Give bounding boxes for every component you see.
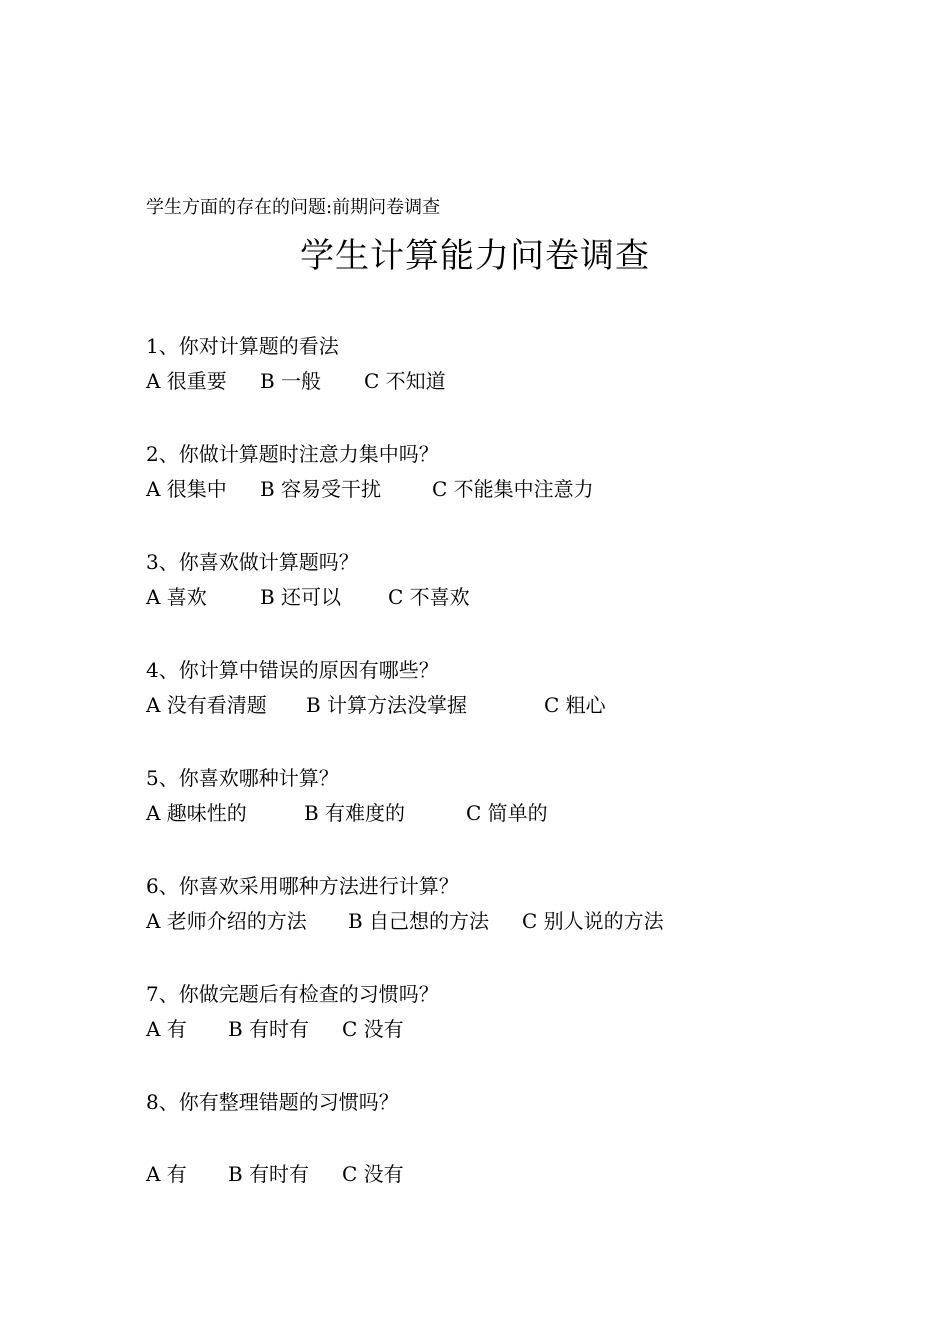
question-7-option-b: B 有时有 [228,1017,310,1041]
question-2: 2、你做计算题时注意力集中吗？ [146,442,439,466]
question-7: 7、你做完题后有检查的习惯吗？ [146,982,439,1006]
question-2-option-b: B 容易受干扰 [260,477,382,501]
question-2-option-a: A 很集中 [146,477,227,501]
question-8: 8、你有整理错题的习惯吗？ [146,1090,399,1114]
page-title: 学生计算能力问卷调查 [300,236,650,276]
question-3-option-c: C 不喜欢 [388,585,470,609]
question-1: 1、你对计算题的看法 [146,334,339,358]
document-subtitle: 学生方面的存在的问题:前期问卷调查 [146,197,441,218]
question-8-option-a: A 有 [146,1162,187,1186]
question-1-option-a: A 很重要 [146,369,227,393]
question-6: 6、你喜欢采用哪种方法进行计算？ [146,874,459,898]
question-1-option-c: C 不知道 [364,369,446,393]
question-7-option-c: C 没有 [342,1017,404,1041]
question-2-option-c: C 不能集中注意力 [432,477,594,501]
question-5-option-c: C 简单的 [466,801,548,825]
question-6-option-c: C 别人说的方法 [522,909,664,933]
question-3: 3、你喜欢做计算题吗？ [146,550,359,574]
question-1-option-b: B 一般 [260,369,322,393]
question-3-option-b: B 还可以 [260,585,342,609]
question-6-option-b: B 自己想的方法 [348,909,490,933]
question-4-option-c: C 粗心 [544,693,606,717]
question-4-option-b: B 计算方法没掌握 [306,693,468,717]
question-6-option-a: A 老师介绍的方法 [146,909,307,933]
question-7-option-a: A 有 [146,1017,187,1041]
question-8-option-b: B 有时有 [228,1162,310,1186]
question-4-option-a: A 没有看清题 [146,693,267,717]
question-5-option-a: A 趣味性的 [146,801,247,825]
question-5: 5、你喜欢哪种计算？ [146,766,339,790]
question-5-option-b: B 有难度的 [304,801,406,825]
question-8-option-c: C 没有 [342,1162,404,1186]
question-4: 4、你计算中错误的原因有哪些？ [146,658,439,682]
question-3-option-a: A 喜欢 [146,585,207,609]
